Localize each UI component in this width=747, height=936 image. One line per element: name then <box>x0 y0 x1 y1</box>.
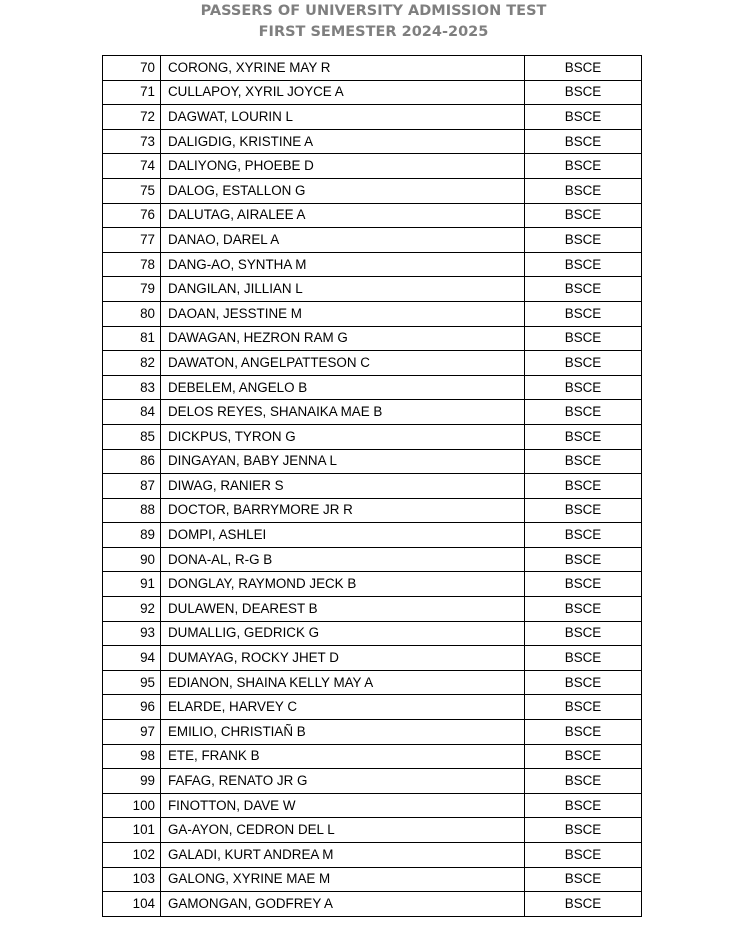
row-number: 80 <box>103 301 161 326</box>
row-number: 77 <box>103 228 161 253</box>
program-code: BSCE <box>525 892 642 917</box>
program-code: BSCE <box>525 597 642 622</box>
passer-name: DALIGDIG, KRISTINE A <box>161 129 525 154</box>
passer-name: FINOTTON, DAVE W <box>161 793 525 818</box>
table-row <box>103 474 642 499</box>
passer-name: GA-AYON, CEDRON DEL L <box>161 818 525 843</box>
row-number: 83 <box>103 375 161 400</box>
table-row <box>103 793 642 818</box>
passer-name: CORONG, XYRINE MAY R <box>161 56 525 81</box>
program-code: BSCE <box>525 424 642 449</box>
program-code: BSCE <box>525 178 642 203</box>
program-code: BSCE <box>525 523 642 548</box>
program-code: BSCE <box>525 56 642 81</box>
document-subtitle: FIRST SEMESTER 2024-2025 <box>258 24 489 40</box>
table-row <box>103 695 642 720</box>
passer-name: GAMONGAN, GODFREY A <box>161 892 525 917</box>
table-row <box>103 277 642 302</box>
row-number: 91 <box>103 572 161 597</box>
row-number: 102 <box>103 843 161 868</box>
table-row <box>103 769 642 794</box>
program-code: BSCE <box>525 80 642 105</box>
table-row <box>103 129 642 154</box>
table-row <box>103 597 642 622</box>
program-code: BSCE <box>525 498 642 523</box>
program-code: BSCE <box>525 867 642 892</box>
row-number: 104 <box>103 892 161 917</box>
row-number: 87 <box>103 474 161 499</box>
program-code: BSCE <box>525 474 642 499</box>
table-row <box>103 646 642 671</box>
row-number: 90 <box>103 547 161 572</box>
passer-name: DICKPUS, TYRON G <box>161 424 525 449</box>
table-row <box>103 498 642 523</box>
table-row <box>103 720 642 745</box>
row-number: 79 <box>103 277 161 302</box>
program-code: BSCE <box>525 621 642 646</box>
row-number: 78 <box>103 252 161 277</box>
program-code: BSCE <box>525 843 642 868</box>
row-number: 86 <box>103 449 161 474</box>
row-number: 97 <box>103 720 161 745</box>
program-code: BSCE <box>525 277 642 302</box>
row-number: 93 <box>103 621 161 646</box>
row-number: 72 <box>103 105 161 130</box>
table-row <box>103 301 642 326</box>
passer-name: DAWATON, ANGELPATTESON C <box>161 351 525 376</box>
passer-name: DULAWEN, DEAREST B <box>161 597 525 622</box>
table-row <box>103 375 642 400</box>
row-number: 89 <box>103 523 161 548</box>
program-code: BSCE <box>525 228 642 253</box>
table-row <box>103 547 642 572</box>
table-row <box>103 449 642 474</box>
document-title: PASSERS OF UNIVERSITY ADMISSION TEST <box>200 3 547 19</box>
row-number: 92 <box>103 597 161 622</box>
row-number: 74 <box>103 154 161 179</box>
passer-name: DUMALLIG, GEDRICK G <box>161 621 525 646</box>
row-number: 81 <box>103 326 161 351</box>
program-code: BSCE <box>525 326 642 351</box>
passer-name: DOCTOR, BARRYMORE JR R <box>161 498 525 523</box>
table-row <box>103 572 642 597</box>
passer-name: DONGLAY, RAYMOND JECK B <box>161 572 525 597</box>
table-row <box>103 670 642 695</box>
passer-name: DALIYONG, PHOEBE D <box>161 154 525 179</box>
table-row <box>103 843 642 868</box>
table-row <box>103 178 642 203</box>
passer-name: DUMAYAG, ROCKY JHET D <box>161 646 525 671</box>
row-number: 70 <box>103 56 161 81</box>
passer-name: DALUTAG, AIRALEE A <box>161 203 525 228</box>
row-number: 76 <box>103 203 161 228</box>
row-number: 85 <box>103 424 161 449</box>
passer-name: DELOS REYES, SHANAIKA MAE B <box>161 400 525 425</box>
program-code: BSCE <box>525 203 642 228</box>
program-code: BSCE <box>525 105 642 130</box>
row-number: 96 <box>103 695 161 720</box>
passers-table-body <box>103 56 642 917</box>
row-number: 103 <box>103 867 161 892</box>
passer-name: DEBELEM, ANGELO B <box>161 375 525 400</box>
table-row <box>103 154 642 179</box>
passer-name: DIWAG, RANIER S <box>161 474 525 499</box>
row-number: 94 <box>103 646 161 671</box>
passer-name: EDIANON, SHAINA KELLY MAY A <box>161 670 525 695</box>
row-number: 95 <box>103 670 161 695</box>
table-row <box>103 818 642 843</box>
table-row <box>103 892 642 917</box>
program-code: BSCE <box>525 252 642 277</box>
table-row <box>103 326 642 351</box>
table-row <box>103 867 642 892</box>
passer-name: DAGWAT, LOURIN L <box>161 105 525 130</box>
table-row <box>103 744 642 769</box>
row-number: 73 <box>103 129 161 154</box>
passer-name: DINGAYAN, BABY JENNA L <box>161 449 525 474</box>
row-number: 88 <box>103 498 161 523</box>
passer-name: DANAO, DAREL A <box>161 228 525 253</box>
row-number: 84 <box>103 400 161 425</box>
table-row <box>103 228 642 253</box>
program-code: BSCE <box>525 695 642 720</box>
row-number: 82 <box>103 351 161 376</box>
passer-name: DAWAGAN, HEZRON RAM G <box>161 326 525 351</box>
row-number: 71 <box>103 80 161 105</box>
passer-name: CULLAPOY, XYRIL JOYCE A <box>161 80 525 105</box>
passer-name: DANG-AO, SYNTHA M <box>161 252 525 277</box>
program-code: BSCE <box>525 154 642 179</box>
program-code: BSCE <box>525 449 642 474</box>
table-row <box>103 400 642 425</box>
passer-name: GALONG, XYRINE MAE M <box>161 867 525 892</box>
passer-name: DAOAN, JESSTINE M <box>161 301 525 326</box>
passer-name: ETE, FRANK B <box>161 744 525 769</box>
row-number: 98 <box>103 744 161 769</box>
passer-name: DONA-AL, R-G B <box>161 547 525 572</box>
table-row <box>103 424 642 449</box>
row-number: 100 <box>103 793 161 818</box>
program-code: BSCE <box>525 769 642 794</box>
table-row <box>103 56 642 81</box>
program-code: BSCE <box>525 744 642 769</box>
passer-name: FAFAG, RENATO JR G <box>161 769 525 794</box>
program-code: BSCE <box>525 129 642 154</box>
row-number: 75 <box>103 178 161 203</box>
table-row <box>103 621 642 646</box>
table-row <box>103 105 642 130</box>
row-number: 99 <box>103 769 161 794</box>
program-code: BSCE <box>525 547 642 572</box>
passer-name: DOMPI, ASHLEI <box>161 523 525 548</box>
program-code: BSCE <box>525 670 642 695</box>
table-row <box>103 351 642 376</box>
program-code: BSCE <box>525 720 642 745</box>
passer-name: DALOG, ESTALLON G <box>161 178 525 203</box>
program-code: BSCE <box>525 646 642 671</box>
row-number: 101 <box>103 818 161 843</box>
passer-name: ELARDE, HARVEY C <box>161 695 525 720</box>
table-row <box>103 252 642 277</box>
program-code: BSCE <box>525 793 642 818</box>
program-code: BSCE <box>525 400 642 425</box>
program-code: BSCE <box>525 818 642 843</box>
passer-name: GALADI, KURT ANDREA M <box>161 843 525 868</box>
table-row <box>103 203 642 228</box>
passers-table <box>102 55 642 917</box>
table-row <box>103 523 642 548</box>
table-row <box>103 80 642 105</box>
passer-name: DANGILAN, JILLIAN L <box>161 277 525 302</box>
program-code: BSCE <box>525 375 642 400</box>
program-code: BSCE <box>525 572 642 597</box>
program-code: BSCE <box>525 351 642 376</box>
passer-name: EMILIO, CHRISTIAÑ B <box>161 720 525 745</box>
program-code: BSCE <box>525 301 642 326</box>
